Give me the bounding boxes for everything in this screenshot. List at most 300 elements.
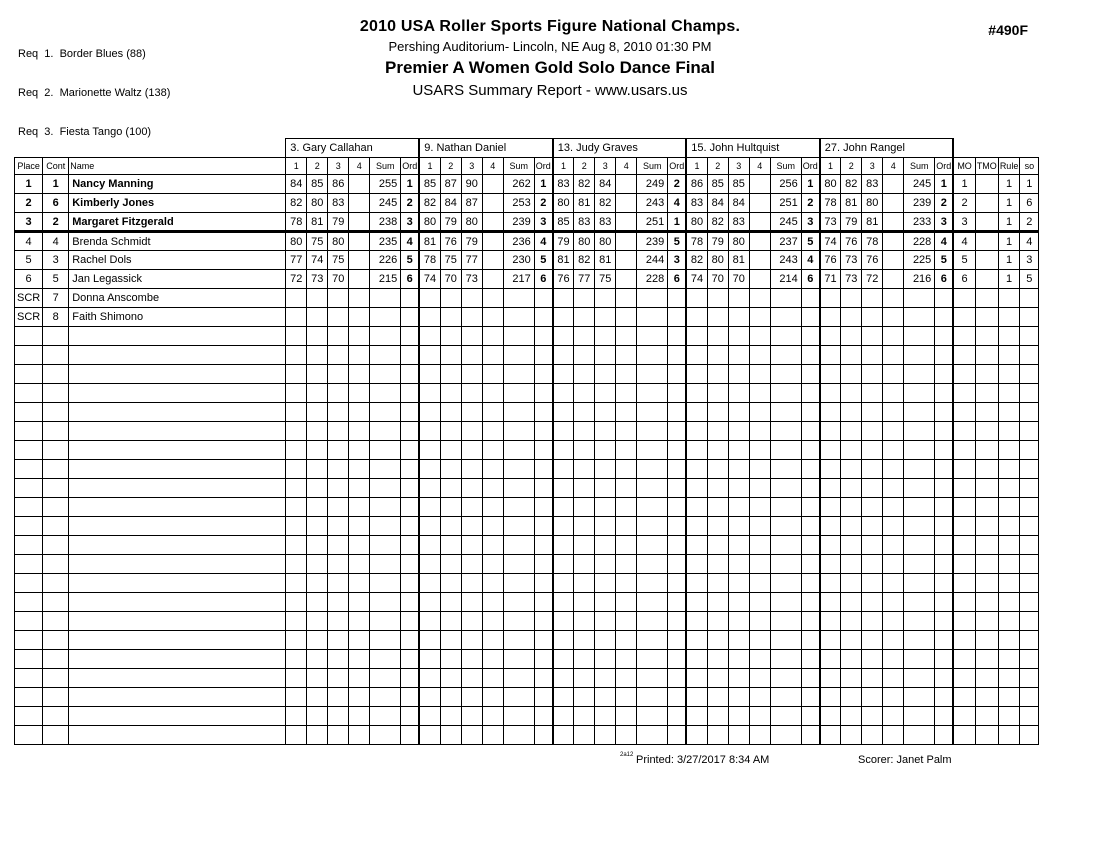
score-cell bbox=[349, 365, 370, 384]
score-cell bbox=[574, 327, 595, 346]
ord-cell bbox=[668, 365, 687, 384]
score-cell bbox=[841, 384, 862, 403]
score-cell bbox=[307, 517, 328, 536]
score-cell bbox=[307, 593, 328, 612]
sum-cell bbox=[637, 308, 668, 327]
score-cell bbox=[616, 194, 637, 213]
sum-cell bbox=[637, 289, 668, 308]
mo-cell: 1 bbox=[953, 175, 975, 194]
score-cell: 70 bbox=[440, 270, 461, 289]
score-cell bbox=[553, 517, 574, 536]
sum-cell bbox=[637, 346, 668, 365]
sum-cell bbox=[503, 422, 534, 441]
sum-cell bbox=[637, 498, 668, 517]
score-cell bbox=[862, 650, 883, 669]
score-cell bbox=[286, 308, 307, 327]
ord-cell bbox=[935, 555, 954, 574]
score-cell bbox=[482, 213, 503, 232]
result-row bbox=[15, 251, 1039, 270]
empty-row bbox=[15, 346, 1039, 365]
sum-cell: 217 bbox=[503, 270, 534, 289]
score-cell bbox=[595, 726, 616, 745]
ord-cell bbox=[534, 403, 553, 422]
score-cell bbox=[419, 498, 440, 517]
header-cell: MO bbox=[953, 158, 975, 175]
ord-cell bbox=[534, 631, 553, 650]
score-cell bbox=[686, 669, 707, 688]
rule-cell bbox=[998, 403, 1020, 422]
score-cell bbox=[461, 289, 482, 308]
score-cell bbox=[595, 707, 616, 726]
judge-header-row bbox=[15, 139, 1039, 158]
score-cell bbox=[419, 384, 440, 403]
score-cell: 79 bbox=[328, 213, 349, 232]
sum-cell bbox=[904, 327, 935, 346]
score-cell: 85 bbox=[419, 175, 440, 194]
score-cell: 80 bbox=[686, 213, 707, 232]
rule-cell bbox=[998, 688, 1020, 707]
score-cell bbox=[686, 688, 707, 707]
ord-cell: 5 bbox=[401, 251, 420, 270]
score-cell bbox=[286, 479, 307, 498]
score-cell bbox=[749, 593, 770, 612]
score-cell bbox=[616, 479, 637, 498]
mo-cell bbox=[953, 422, 975, 441]
sum-cell bbox=[770, 707, 801, 726]
score-cell bbox=[707, 707, 728, 726]
score-cell bbox=[728, 688, 749, 707]
so-cell bbox=[1020, 346, 1039, 365]
sum-cell: 245 bbox=[370, 194, 401, 213]
score-cell bbox=[707, 574, 728, 593]
so-cell bbox=[1020, 422, 1039, 441]
ord-cell bbox=[668, 422, 687, 441]
score-cell bbox=[419, 726, 440, 745]
score-cell bbox=[553, 631, 574, 650]
score-cell bbox=[616, 175, 637, 194]
score-cell: 80 bbox=[820, 175, 841, 194]
so-cell bbox=[1020, 726, 1039, 745]
score-cell bbox=[749, 308, 770, 327]
score-cell bbox=[553, 327, 574, 346]
sum-cell bbox=[904, 650, 935, 669]
mo-cell bbox=[953, 460, 975, 479]
score-cell bbox=[728, 403, 749, 422]
score-cell bbox=[616, 498, 637, 517]
so-cell bbox=[1020, 669, 1039, 688]
name-cell bbox=[69, 441, 286, 460]
ord-cell bbox=[401, 688, 420, 707]
score-cell: 84 bbox=[286, 175, 307, 194]
score-cell bbox=[707, 479, 728, 498]
header-cell: 1 bbox=[686, 158, 707, 175]
place-cell bbox=[15, 517, 43, 536]
score-cell bbox=[461, 346, 482, 365]
score-cell bbox=[440, 726, 461, 745]
score-cell bbox=[349, 707, 370, 726]
score-cell: 73 bbox=[841, 251, 862, 270]
sum-cell bbox=[503, 460, 534, 479]
score-cell bbox=[749, 517, 770, 536]
score-cell bbox=[328, 441, 349, 460]
mo-cell bbox=[953, 593, 975, 612]
empty-row bbox=[15, 517, 1039, 536]
rule-cell bbox=[998, 365, 1020, 384]
score-cell bbox=[883, 650, 904, 669]
name-cell bbox=[69, 384, 286, 403]
score-cell bbox=[286, 593, 307, 612]
empty-row bbox=[15, 612, 1039, 631]
score-cell bbox=[707, 289, 728, 308]
header-cell: Ord bbox=[668, 158, 687, 175]
score-cell bbox=[616, 555, 637, 574]
ord-cell bbox=[801, 593, 820, 612]
score-cell bbox=[328, 384, 349, 403]
ord-cell: 4 bbox=[668, 194, 687, 213]
score-cell bbox=[883, 422, 904, 441]
sum-cell bbox=[770, 612, 801, 631]
result-row bbox=[15, 289, 1039, 308]
score-cell bbox=[883, 194, 904, 213]
sum-cell bbox=[637, 422, 668, 441]
ord-cell bbox=[401, 517, 420, 536]
score-cell bbox=[440, 289, 461, 308]
name-cell bbox=[69, 688, 286, 707]
ord-cell bbox=[668, 384, 687, 403]
sum-cell bbox=[503, 707, 534, 726]
mo-cell bbox=[953, 517, 975, 536]
score-cell bbox=[307, 650, 328, 669]
header-cell: 3 bbox=[461, 158, 482, 175]
sum-cell: 237 bbox=[770, 232, 801, 251]
score-cell bbox=[307, 460, 328, 479]
rule-cell: 1 bbox=[998, 251, 1020, 270]
sum-cell bbox=[904, 593, 935, 612]
score-cell bbox=[307, 631, 328, 650]
score-cell bbox=[574, 479, 595, 498]
place-cell bbox=[15, 441, 43, 460]
so-cell: 5 bbox=[1020, 270, 1039, 289]
score-cell bbox=[707, 327, 728, 346]
place-cell: 1 bbox=[15, 175, 43, 194]
mo-cell bbox=[953, 289, 975, 308]
score-cell: 75 bbox=[595, 270, 616, 289]
tmo-cell bbox=[975, 669, 998, 688]
score-cell bbox=[883, 441, 904, 460]
ord-cell bbox=[801, 726, 820, 745]
mo-cell bbox=[953, 384, 975, 403]
score-cell bbox=[307, 498, 328, 517]
score-cell bbox=[286, 289, 307, 308]
sum-cell bbox=[904, 422, 935, 441]
mo-cell bbox=[953, 688, 975, 707]
sum-cell bbox=[904, 612, 935, 631]
cont-cell bbox=[43, 688, 69, 707]
ord-cell bbox=[668, 726, 687, 745]
score-cell bbox=[820, 726, 841, 745]
ord-cell: 2 bbox=[534, 194, 553, 213]
ord-cell bbox=[668, 631, 687, 650]
sum-cell: 245 bbox=[770, 213, 801, 232]
score-cell bbox=[307, 441, 328, 460]
score-cell bbox=[440, 422, 461, 441]
ord-cell bbox=[534, 612, 553, 631]
tmo-cell bbox=[975, 707, 998, 726]
sum-cell bbox=[637, 479, 668, 498]
score-cell bbox=[686, 707, 707, 726]
score-cell bbox=[749, 384, 770, 403]
score-cell bbox=[574, 707, 595, 726]
sum-cell bbox=[904, 498, 935, 517]
ord-cell bbox=[935, 650, 954, 669]
score-cell bbox=[686, 555, 707, 574]
score-cell bbox=[841, 441, 862, 460]
name-cell bbox=[69, 422, 286, 441]
so-cell bbox=[1020, 517, 1039, 536]
sum-cell bbox=[503, 536, 534, 555]
sum-cell bbox=[770, 460, 801, 479]
score-cell bbox=[349, 289, 370, 308]
ord-cell bbox=[935, 441, 954, 460]
tmo-cell bbox=[975, 726, 998, 745]
ord-cell bbox=[534, 555, 553, 574]
header-cell: TMO bbox=[975, 158, 998, 175]
ord-cell bbox=[668, 555, 687, 574]
empty-row bbox=[15, 498, 1039, 517]
ord-cell bbox=[935, 327, 954, 346]
cont-cell: 7 bbox=[43, 289, 69, 308]
score-cell: 76 bbox=[440, 232, 461, 251]
ord-cell bbox=[935, 517, 954, 536]
ord-cell bbox=[534, 460, 553, 479]
sum-cell bbox=[904, 688, 935, 707]
sum-cell bbox=[370, 726, 401, 745]
score-cell bbox=[616, 403, 637, 422]
score-cell bbox=[574, 308, 595, 327]
name-cell bbox=[69, 479, 286, 498]
event-number: #490F bbox=[988, 22, 1028, 38]
score-cell bbox=[461, 536, 482, 555]
so-cell: 6 bbox=[1020, 194, 1039, 213]
score-cell bbox=[749, 213, 770, 232]
name-cell: Rachel Dols bbox=[69, 251, 286, 270]
sum-cell: 239 bbox=[503, 213, 534, 232]
ord-cell bbox=[935, 365, 954, 384]
report-subtitle: USARS Summary Report - www.usars.us bbox=[412, 82, 688, 99]
score-cell bbox=[862, 726, 883, 745]
score-cell bbox=[419, 365, 440, 384]
ord-cell bbox=[668, 498, 687, 517]
score-cell bbox=[461, 726, 482, 745]
score-cell bbox=[616, 213, 637, 232]
header-cell: 1 bbox=[286, 158, 307, 175]
score-cell bbox=[749, 612, 770, 631]
score-cell bbox=[707, 365, 728, 384]
score-cell bbox=[686, 650, 707, 669]
score-cell bbox=[686, 384, 707, 403]
score-cell bbox=[553, 441, 574, 460]
ord-cell: 5 bbox=[668, 232, 687, 251]
score-cell bbox=[749, 232, 770, 251]
score-cell: 84 bbox=[440, 194, 461, 213]
score-cell bbox=[349, 479, 370, 498]
mo-cell bbox=[953, 498, 975, 517]
cont-cell bbox=[43, 384, 69, 403]
header-cell: 3 bbox=[728, 158, 749, 175]
header-cell: 4 bbox=[883, 158, 904, 175]
sum-cell bbox=[904, 707, 935, 726]
rule-cell bbox=[998, 726, 1020, 745]
score-cell bbox=[349, 175, 370, 194]
score-cell bbox=[595, 479, 616, 498]
sum-cell bbox=[370, 327, 401, 346]
score-cell bbox=[419, 327, 440, 346]
ord-cell bbox=[668, 707, 687, 726]
ord-cell: 3 bbox=[534, 213, 553, 232]
score-cell bbox=[419, 536, 440, 555]
score-cell bbox=[749, 365, 770, 384]
score-cell bbox=[749, 251, 770, 270]
ord-cell bbox=[668, 308, 687, 327]
score-cell bbox=[307, 574, 328, 593]
score-cell bbox=[553, 593, 574, 612]
empty-row bbox=[15, 441, 1039, 460]
ord-cell bbox=[935, 574, 954, 593]
ord-cell bbox=[534, 498, 553, 517]
score-cell: 76 bbox=[862, 251, 883, 270]
ord-cell bbox=[401, 308, 420, 327]
score-cell: 78 bbox=[419, 251, 440, 270]
cont-cell bbox=[43, 365, 69, 384]
score-cell bbox=[286, 384, 307, 403]
score-cell bbox=[616, 232, 637, 251]
score-cell bbox=[728, 479, 749, 498]
mo-cell bbox=[953, 327, 975, 346]
score-cell: 90 bbox=[461, 175, 482, 194]
score-cell bbox=[482, 365, 503, 384]
sum-cell bbox=[770, 555, 801, 574]
score-cell: 80 bbox=[419, 213, 440, 232]
score-cell: 82 bbox=[574, 251, 595, 270]
ord-cell bbox=[668, 479, 687, 498]
score-cell bbox=[728, 726, 749, 745]
score-cell: 76 bbox=[820, 251, 841, 270]
name-cell: Kimberly Jones bbox=[69, 194, 286, 213]
place-cell bbox=[15, 365, 43, 384]
score-cell bbox=[286, 327, 307, 346]
score-cell bbox=[883, 175, 904, 194]
score-cell bbox=[349, 270, 370, 289]
score-cell: 73 bbox=[307, 270, 328, 289]
ord-cell bbox=[801, 631, 820, 650]
score-cell bbox=[749, 574, 770, 593]
score-cell bbox=[841, 688, 862, 707]
score-cell bbox=[841, 669, 862, 688]
sum-cell: 239 bbox=[637, 232, 668, 251]
rule-cell bbox=[998, 346, 1020, 365]
score-cell bbox=[883, 232, 904, 251]
so-cell bbox=[1020, 593, 1039, 612]
score-cell bbox=[307, 422, 328, 441]
sum-cell bbox=[904, 517, 935, 536]
score-cell bbox=[820, 574, 841, 593]
score-cell bbox=[728, 593, 749, 612]
score-cell bbox=[440, 517, 461, 536]
rule-cell bbox=[998, 308, 1020, 327]
score-cell bbox=[862, 593, 883, 612]
tmo-cell bbox=[975, 232, 998, 251]
sum-cell bbox=[770, 289, 801, 308]
result-row bbox=[15, 175, 1039, 194]
sum-cell bbox=[904, 384, 935, 403]
score-cell bbox=[841, 555, 862, 574]
score-cell bbox=[862, 308, 883, 327]
score-cell bbox=[482, 270, 503, 289]
score-cell bbox=[595, 308, 616, 327]
sum-cell bbox=[770, 441, 801, 460]
score-cell: 74 bbox=[307, 251, 328, 270]
sum-cell bbox=[370, 669, 401, 688]
score-cell bbox=[686, 612, 707, 631]
ord-cell bbox=[401, 574, 420, 593]
so-cell bbox=[1020, 612, 1039, 631]
name-cell bbox=[69, 327, 286, 346]
empty-row bbox=[15, 479, 1039, 498]
ord-cell: 5 bbox=[534, 251, 553, 270]
score-cell bbox=[595, 327, 616, 346]
scorer-label: Scorer: Janet Palm bbox=[858, 754, 952, 766]
score-cell bbox=[883, 289, 904, 308]
ord-cell bbox=[801, 517, 820, 536]
score-cell bbox=[862, 707, 883, 726]
sum-cell: 253 bbox=[503, 194, 534, 213]
sum-cell: 255 bbox=[370, 175, 401, 194]
name-cell bbox=[69, 669, 286, 688]
score-cell bbox=[841, 631, 862, 650]
ord-cell bbox=[534, 327, 553, 346]
score-cell bbox=[820, 308, 841, 327]
score-cell bbox=[883, 270, 904, 289]
score-cell: 77 bbox=[574, 270, 595, 289]
score-cell bbox=[841, 650, 862, 669]
sum-cell bbox=[637, 555, 668, 574]
score-cell bbox=[461, 498, 482, 517]
score-cell: 87 bbox=[461, 194, 482, 213]
score-cell bbox=[328, 669, 349, 688]
score-cell bbox=[482, 574, 503, 593]
score-cell bbox=[553, 365, 574, 384]
ord-cell bbox=[668, 289, 687, 308]
header-cell: Sum bbox=[637, 158, 668, 175]
score-cell bbox=[349, 574, 370, 593]
ord-cell bbox=[801, 289, 820, 308]
ord-cell bbox=[801, 498, 820, 517]
name-cell bbox=[69, 612, 286, 631]
sum-cell bbox=[770, 384, 801, 403]
ord-cell bbox=[935, 669, 954, 688]
so-cell bbox=[1020, 384, 1039, 403]
score-cell bbox=[440, 346, 461, 365]
score-cell bbox=[616, 631, 637, 650]
score-cell bbox=[482, 669, 503, 688]
place-cell bbox=[15, 707, 43, 726]
tmo-cell bbox=[975, 346, 998, 365]
score-cell bbox=[862, 574, 883, 593]
name-cell bbox=[69, 403, 286, 422]
score-cell bbox=[728, 422, 749, 441]
score-cell: 78 bbox=[686, 232, 707, 251]
empty-row bbox=[15, 365, 1039, 384]
